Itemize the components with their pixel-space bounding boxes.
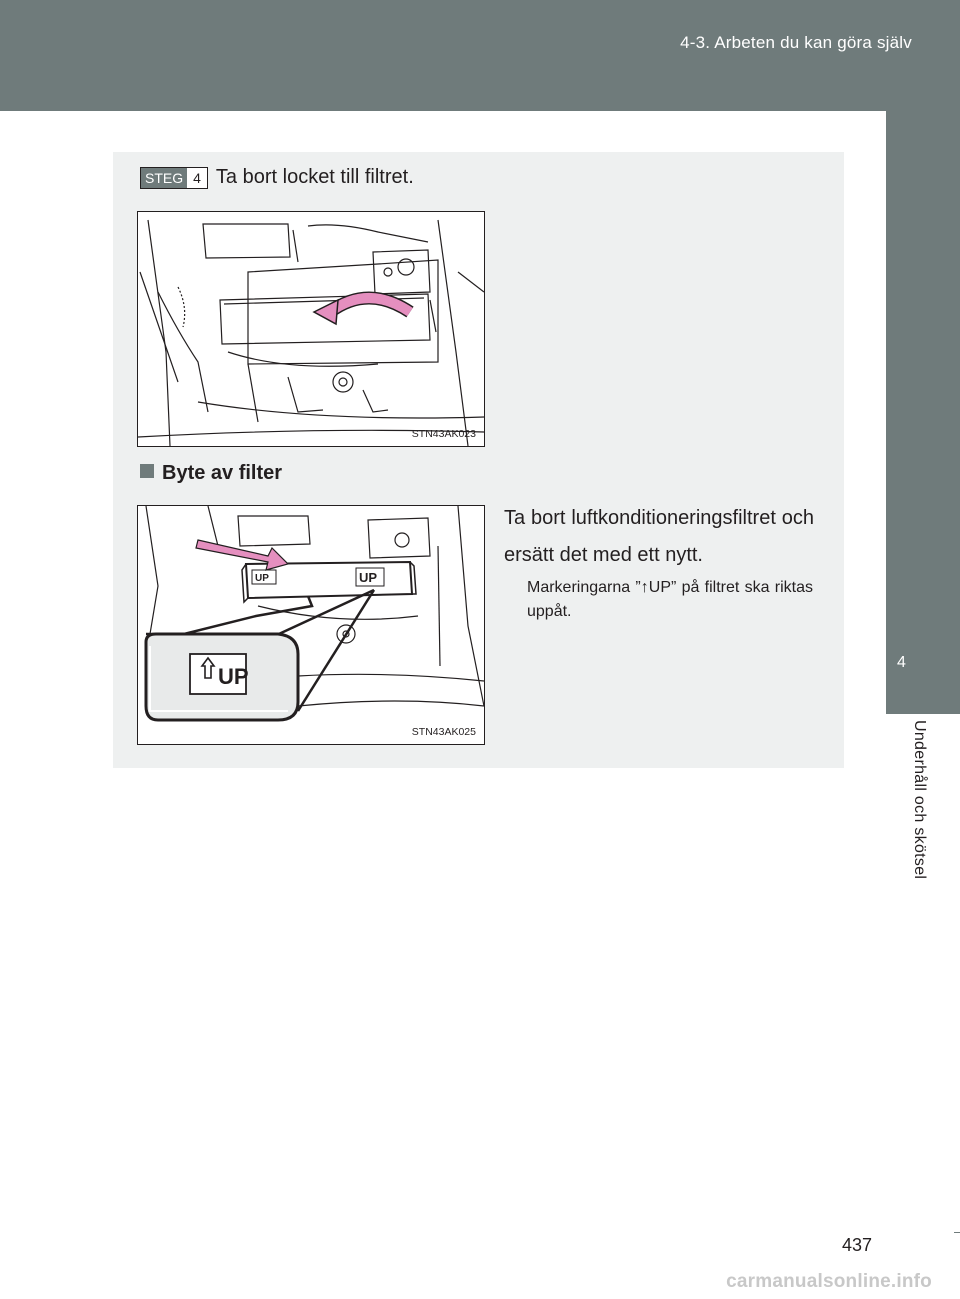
step-badge-number: 4 (193, 169, 201, 186)
chapter-side-tab (886, 111, 960, 714)
page-number: 437 (842, 1235, 873, 1255)
step-instruction: Ta bort locket till filtret. (215, 166, 414, 188)
instruction-note: Markeringarna ”↑UP” på filtret ska riktas uppåt. (527, 579, 813, 620)
filter-label-up-big: UP (218, 664, 249, 689)
illustration-replace-filter (137, 505, 485, 745)
footer-watermark: carmanualsonline.info (726, 1271, 932, 1292)
filter-label-up-2: UP (359, 570, 378, 585)
cover-illustration (138, 212, 484, 446)
figure-code: STN43AK025 (411, 726, 476, 738)
crop-mark (954, 1232, 960, 1233)
section-heading-text: Byte av filter (162, 462, 283, 484)
step-row (140, 166, 414, 189)
crop-mark (954, 10, 960, 11)
figure-code: STN43AK023 (411, 428, 476, 440)
step-badge (140, 167, 208, 189)
chapter-label: Underhåll och skötsel (911, 720, 928, 880)
square-bullet-icon (140, 464, 154, 478)
instruction-paragraph: Ta bort luftkonditioneringsfiltret och ersätt det med ett nytt. (504, 507, 814, 566)
crop-mark (954, 652, 960, 653)
filter-label-up-1: UP (255, 573, 269, 584)
chapter-number: 4 (897, 654, 906, 671)
page-header (0, 0, 960, 111)
step-badge-label: STEG (141, 168, 187, 188)
illustration-remove-cover (137, 211, 485, 447)
section-heading (140, 462, 282, 485)
filter-illustration (138, 506, 484, 744)
section-title: 4-3. Arbeten du kan göra själv (680, 33, 912, 52)
